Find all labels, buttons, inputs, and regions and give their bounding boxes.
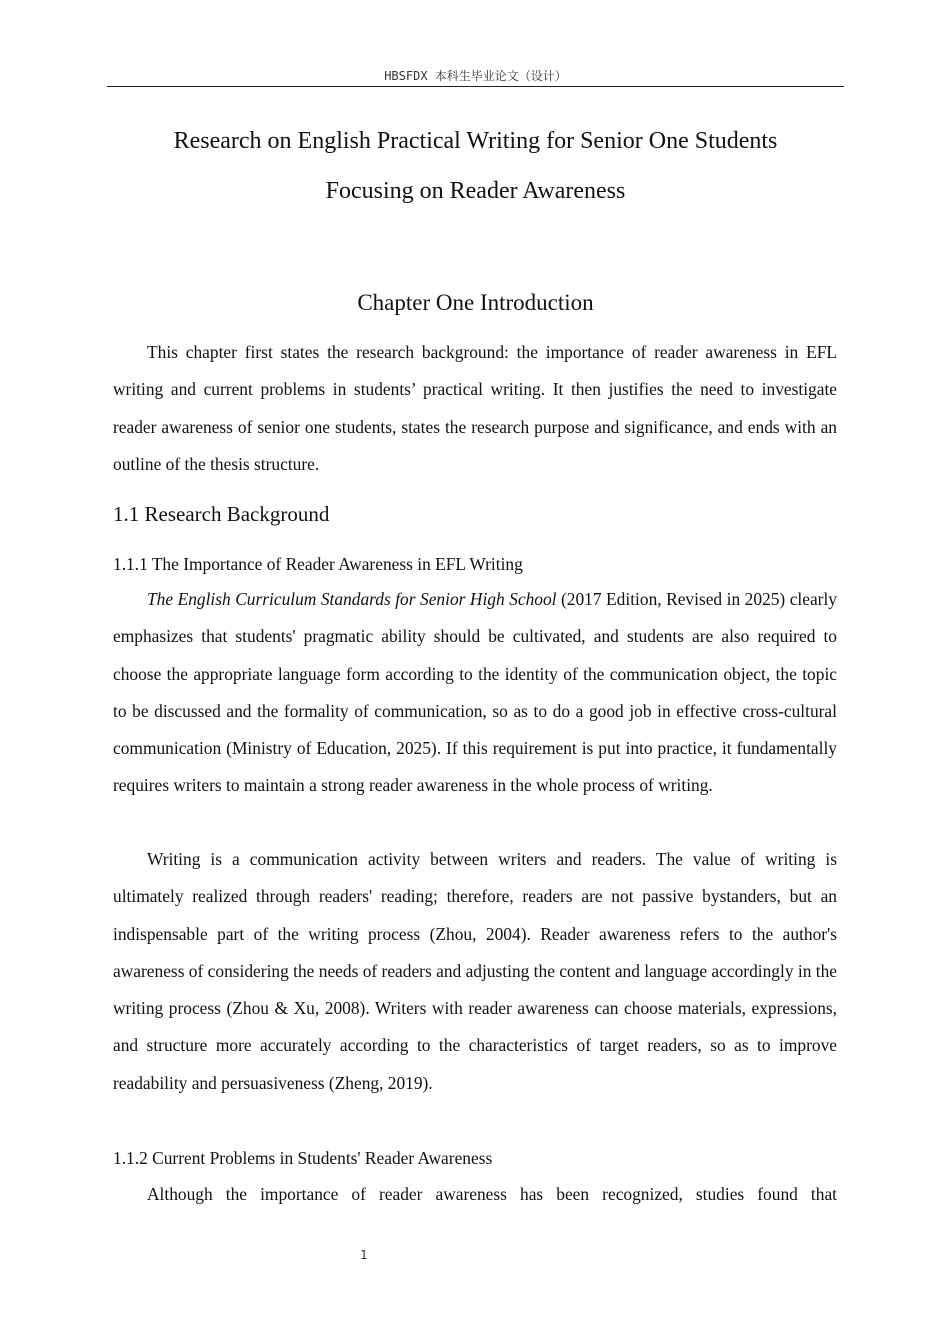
paragraph-current-problems: Although the importance of reader awareness has been recognized, studies found that bbox=[147, 1184, 837, 1204]
subsection-heading-1-1-2: 1.1.2 Current Problems in Students' Reader Awareness bbox=[113, 1148, 493, 1168]
curriculum-standards-text: (2017 Edition, Revised in 2025) clearly emphasizes that students' pragmatic ability should be cultivated, and students are also required to choose the appropriate language form according to the identity of the communication object, the topic to be discussed and the formality of communication, so as to do a good job in effective cross-cultural communication (Ministry of Education, 2025). If this requirement is put into practice, it fundamentally requires writers to maintain a strong reader awareness in the whole process of writing. bbox=[113, 589, 837, 796]
paragraph-curriculum-standards bbox=[113, 581, 837, 805]
page-number: 1 bbox=[360, 1248, 368, 1262]
paragraph-writing-communication: Writing is a communication activity between writers and readers. The value of writing is ultimately realized through readers' reading; therefore, readers are not passive bystanders, but an indispensable part of the writing process (Zhou, 2004). Reader awareness refers to the author's awareness of considering the needs of readers and adjusting the content and language accordingly in the writing process (Zhou & Xu, 2008). Writers with reader awareness can choose materials, expressions, and structure more accurately according to the characteristics of target readers, so as to improve readability and persuasiveness (Zheng, 2019). bbox=[113, 849, 837, 1093]
chapter-title: Chapter One Introduction bbox=[357, 290, 594, 315]
chapter-intro-paragraph: This chapter first states the research background: the importance of reader awareness in EFL writing and current problems in students’ practical writing. It then justifies the need to investigate reader awareness of senior one students, states the research purpose and significance, and ends with an outline of the thesis structure. bbox=[113, 342, 837, 474]
thesis-title bbox=[107, 116, 844, 216]
section-heading-1-1: 1.1 Research Background bbox=[113, 502, 330, 526]
running-header bbox=[107, 66, 844, 87]
running-header-text: HBSFDX 本科生毕业论文（设计） bbox=[384, 69, 567, 83]
thesis-title-line-2: Focusing on Reader Awareness bbox=[325, 178, 626, 204]
subsection-heading-1-1-1: 1.1.1 The Importance of Reader Awareness in EFL Writing bbox=[113, 554, 523, 574]
curriculum-standards-title: The English Curriculum Standards for Senior High School bbox=[147, 589, 557, 609]
thesis-title-line-1: Research on English Practical Writing for Senior One Students bbox=[173, 128, 778, 154]
